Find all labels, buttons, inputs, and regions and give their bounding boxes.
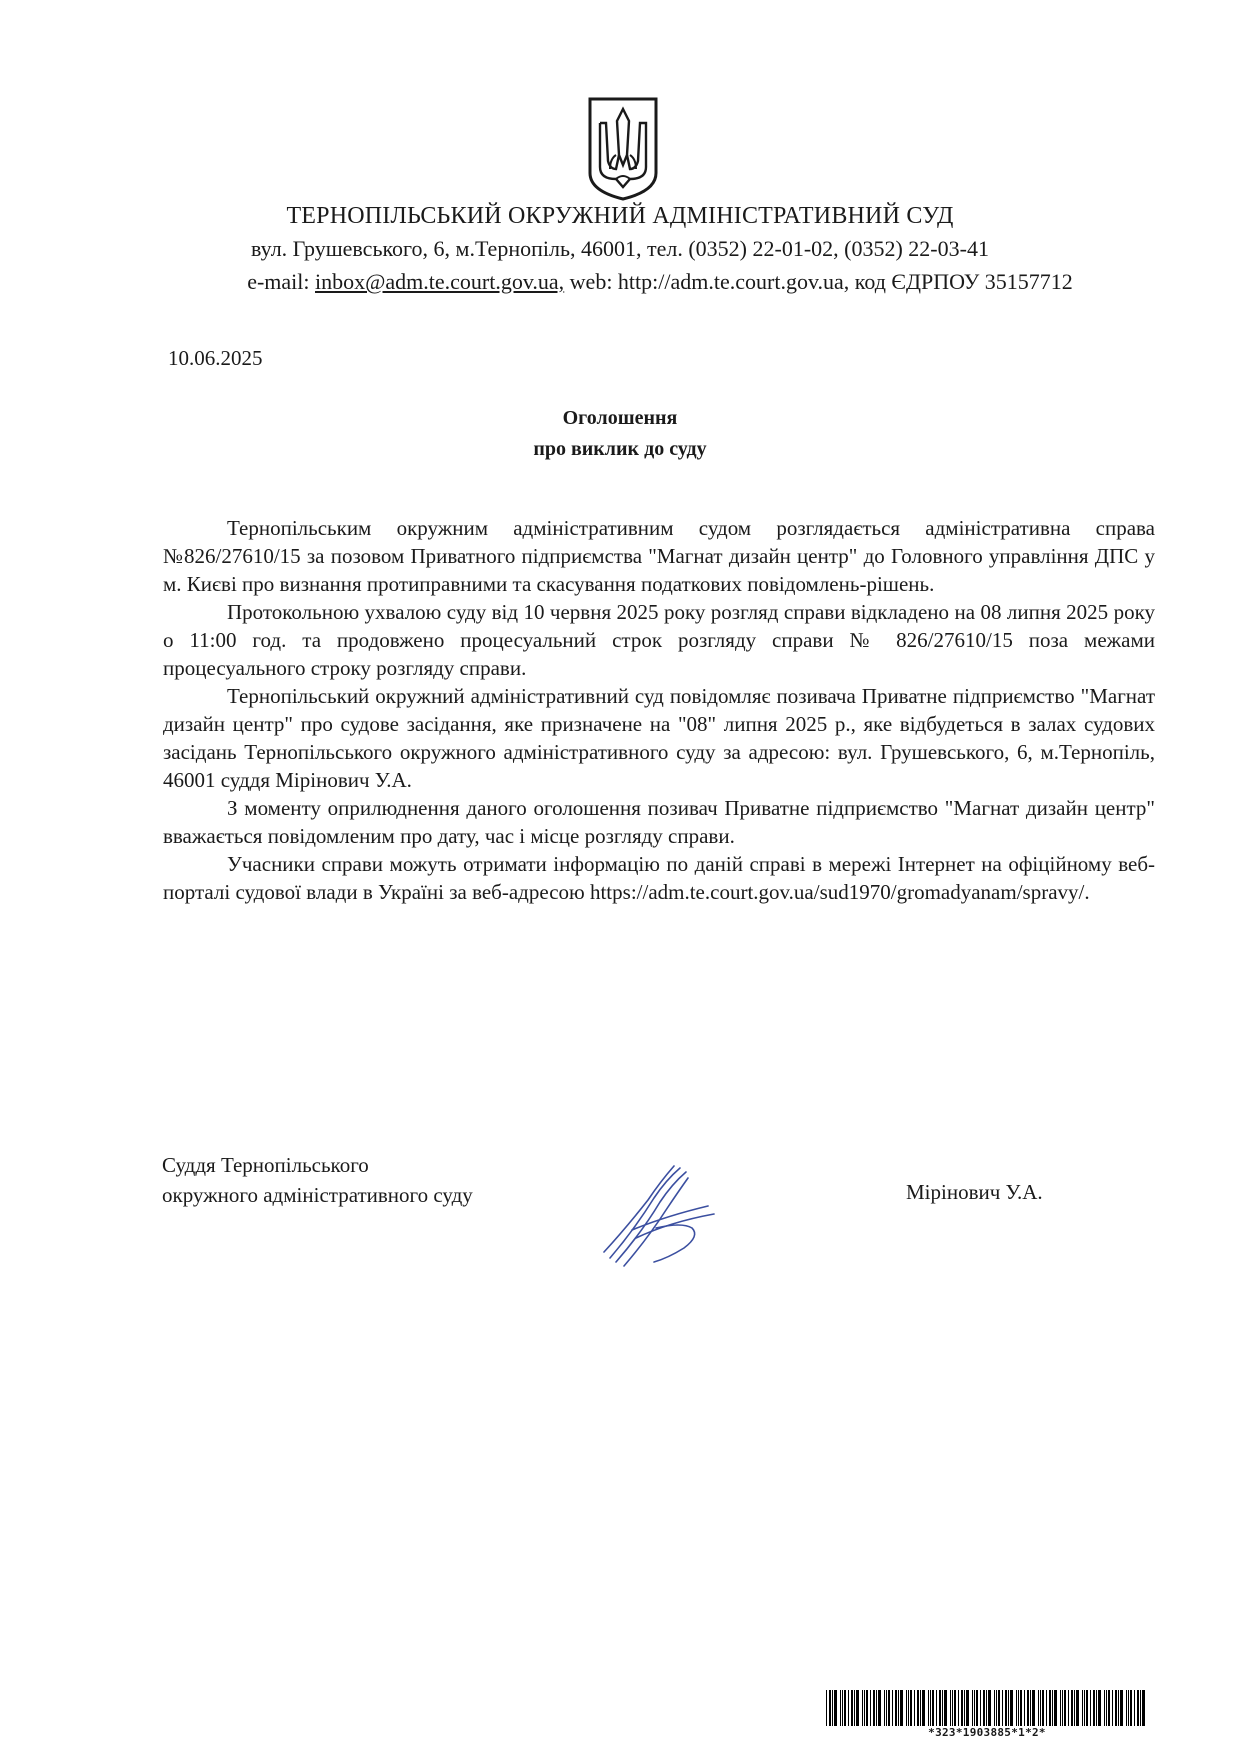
barcode-bar [856,1690,859,1726]
barcode-bar [928,1690,929,1726]
barcode-bar [1130,1690,1132,1726]
judge-position [162,1150,473,1210]
barcode-bar [1020,1690,1022,1726]
barcode-bar [900,1690,903,1726]
barcode-bar [851,1690,853,1726]
court-address: вул. Грушевського, 6, м.Тернопіль, 46001, тел. (0352) 22-01-02, (0352) 22-03-41 [251,236,989,261]
barcode-bar [1134,1690,1135,1726]
barcode-bar [1032,1690,1035,1726]
barcode-bar [1074,1690,1075,1726]
barcode-bar [829,1690,831,1726]
barcode-bar [1046,1690,1047,1726]
barcode-bar [998,1690,1000,1726]
barcode-bar [1104,1690,1105,1726]
barcode-bar [958,1690,959,1726]
barcode-bar [866,1690,868,1726]
barcode-bar [1052,1690,1053,1726]
barcode-bar [842,1690,843,1726]
barcode-bar [996,1690,997,1726]
barcode-bar [932,1690,934,1726]
barcode-bar [1126,1690,1127,1726]
barcode-bar [964,1690,965,1726]
barcode-bar [1096,1690,1097,1726]
barcode-bar [888,1690,890,1726]
barcode-bar [917,1690,919,1726]
barcode-bar [844,1690,846,1726]
barcode-bar [884,1690,885,1726]
barcode-bar [994,1690,995,1726]
barcode-bar [1086,1690,1088,1726]
barcode-number: *323*1903885*1*2* [928,1726,1046,1739]
barcode-bar [1082,1690,1083,1726]
email-label: e-mail: [247,269,315,294]
judge-name: Мірінович У.А. [906,1180,1043,1204]
barcode-bar [1027,1690,1029,1726]
barcode-bar [988,1690,991,1726]
barcode-bar [986,1690,987,1726]
barcode-bar [1060,1690,1061,1726]
barcode-bar [961,1690,963,1726]
barcode-bar [1118,1690,1119,1726]
barcode-bar [895,1690,897,1726]
barcode-bar [1038,1690,1039,1726]
barcode-bar [1140,1690,1141,1726]
paragraph-online-info: Учасники справи можуть отримати інформацію по даній справі в мережі Інтернет на офіційному веб-порталі судової влади в Україні за веб-адресою https://adm.te.court.gov.ua/sud1970/gromadyanam/spravy/. [163,852,1155,904]
barcode-bar [914,1690,915,1726]
barcode-bar [1042,1690,1044,1726]
barcode-bar [1093,1690,1095,1726]
barcode-bar [950,1690,951,1726]
barcode-bar [864,1690,865,1726]
barcode-bar [1024,1690,1025,1726]
title-line-1: Оголошення [562,407,678,429]
barcode-bar [870,1690,871,1726]
barcode-bar [1018,1690,1019,1726]
barcode-bar [980,1690,981,1726]
barcode-bar [1030,1690,1031,1726]
barcode-bar [908,1690,909,1726]
barcode-bar [1064,1690,1066,1726]
barcode-bar [1106,1690,1107,1726]
barcode-bar [1137,1690,1139,1726]
barcode-bar [1112,1690,1113,1726]
court-contacts [120,269,1200,295]
barcode-bar [898,1690,899,1726]
barcode-bar [910,1690,912,1726]
barcode-bar [952,1690,953,1726]
barcode-bar [920,1690,921,1726]
trident-coat-of-arms-icon [586,95,660,203]
handwritten-signature [596,1158,726,1270]
barcode-bar [1005,1690,1007,1726]
web-and-code: web: http://adm.te.court.gov.ua, код ЄДРПОУ 35157712 [564,269,1073,294]
announcement-title [320,403,920,465]
barcode-bar [1049,1690,1051,1726]
barcode-bar [848,1690,849,1726]
document-date: 10.06.2025 [168,346,263,370]
barcode-bar [976,1690,978,1726]
barcode-bar [1054,1690,1057,1726]
barcode-bar [930,1690,931,1726]
paragraph-postponement: Протокольною ухвалою суду від 10 червня 2025 року розгляд справи відкладено на 08 липня 2025 року о 11:00 год. та продовжено процесуальний строк розгляду справи № 826/27610/15 поза межами процесуального строку розгляду справи. [163,600,1155,680]
judge-position-line-1: Суддя Тернопільського [162,1153,369,1177]
paragraph-case-description: Тернопільським окружним адміністративним судом розглядається адміністративна справа №826/27610/15 за позовом Приватного підприємства "Магнат дизайн центр" до Головного управління ДПС у м. Києві про визнання протиправними та скасування податкових повідомлень-рішень. [163,516,1155,596]
barcode-bar [1071,1690,1073,1726]
barcode-bar [1016,1690,1017,1726]
barcode-bar [966,1690,969,1726]
barcode-bar [1002,1690,1003,1726]
paragraph-notification-effect: З моменту оприлюднення даного оголошення позивач Приватне підприємство "Магнат дизайн центр" вважається повідомленим про дату, час і місце розгляду справи. [163,796,1155,848]
barcode-bar [1120,1690,1123,1726]
barcode-bar [1068,1690,1069,1726]
barcode-bar [1108,1690,1110,1726]
title-line-2: про виклик до суду [533,438,707,460]
barcode-bar [1098,1690,1101,1726]
email-link[interactable]: inbox@adm.te.court.gov.ua, [315,269,565,294]
barcode-bar [954,1690,956,1726]
barcode-bar [873,1690,875,1726]
barcode-bar [892,1690,893,1726]
barcode-bar [1062,1690,1063,1726]
barcode-bar [972,1690,973,1726]
barcode-bar [939,1690,941,1726]
barcode-bar [1076,1690,1079,1726]
judge-position-line-2: окружного адміністративного суду [162,1183,473,1207]
barcode-bar [840,1690,841,1726]
barcode-bar [1084,1690,1085,1726]
barcode-bar [974,1690,975,1726]
barcode-bar [1040,1690,1041,1726]
barcode-bar [854,1690,855,1726]
barcode-bar [886,1690,887,1726]
barcode-bar [1010,1690,1013,1726]
barcode-bar [1128,1690,1129,1726]
barcode-bar [922,1690,925,1726]
barcode-bar [942,1690,943,1726]
barcode-bar [983,1690,985,1726]
barcode-bar [1008,1690,1009,1726]
barcode-bar [832,1690,833,1726]
barcode-bar [876,1690,877,1726]
barcode [826,1690,1148,1726]
barcode-bar [862,1690,863,1726]
barcode-bar [826,1690,827,1726]
barcode-bar [1115,1690,1117,1726]
barcode-bar [1090,1690,1091,1726]
barcode-bar [878,1690,881,1726]
court-name: ТЕРНОПІЛЬСЬКИЙ ОКРУЖНИЙ АДМІНІСТРАТИВНИЙ СУД [286,203,954,229]
barcode-bar [906,1690,907,1726]
announcement-body [163,514,1155,906]
barcode-bar [944,1690,947,1726]
barcode-bar [936,1690,937,1726]
barcode-bar [1142,1690,1145,1726]
barcode-bar [834,1690,837,1726]
paragraph-hearing-notice: Тернопільський окружний адміністративний суд повідомляє позивача Приватне підприємство "Магнат дизайн центр" про судове засідання, яке призначене на "08" липня 2025 р., яке відбудеться в залах судових засідань Тернопільського окружного адміністративного суду за адресою: вул. Грушевського, 6, м.Тернопіль, 46001 суддя Мірінович У.А. [163,684,1155,792]
